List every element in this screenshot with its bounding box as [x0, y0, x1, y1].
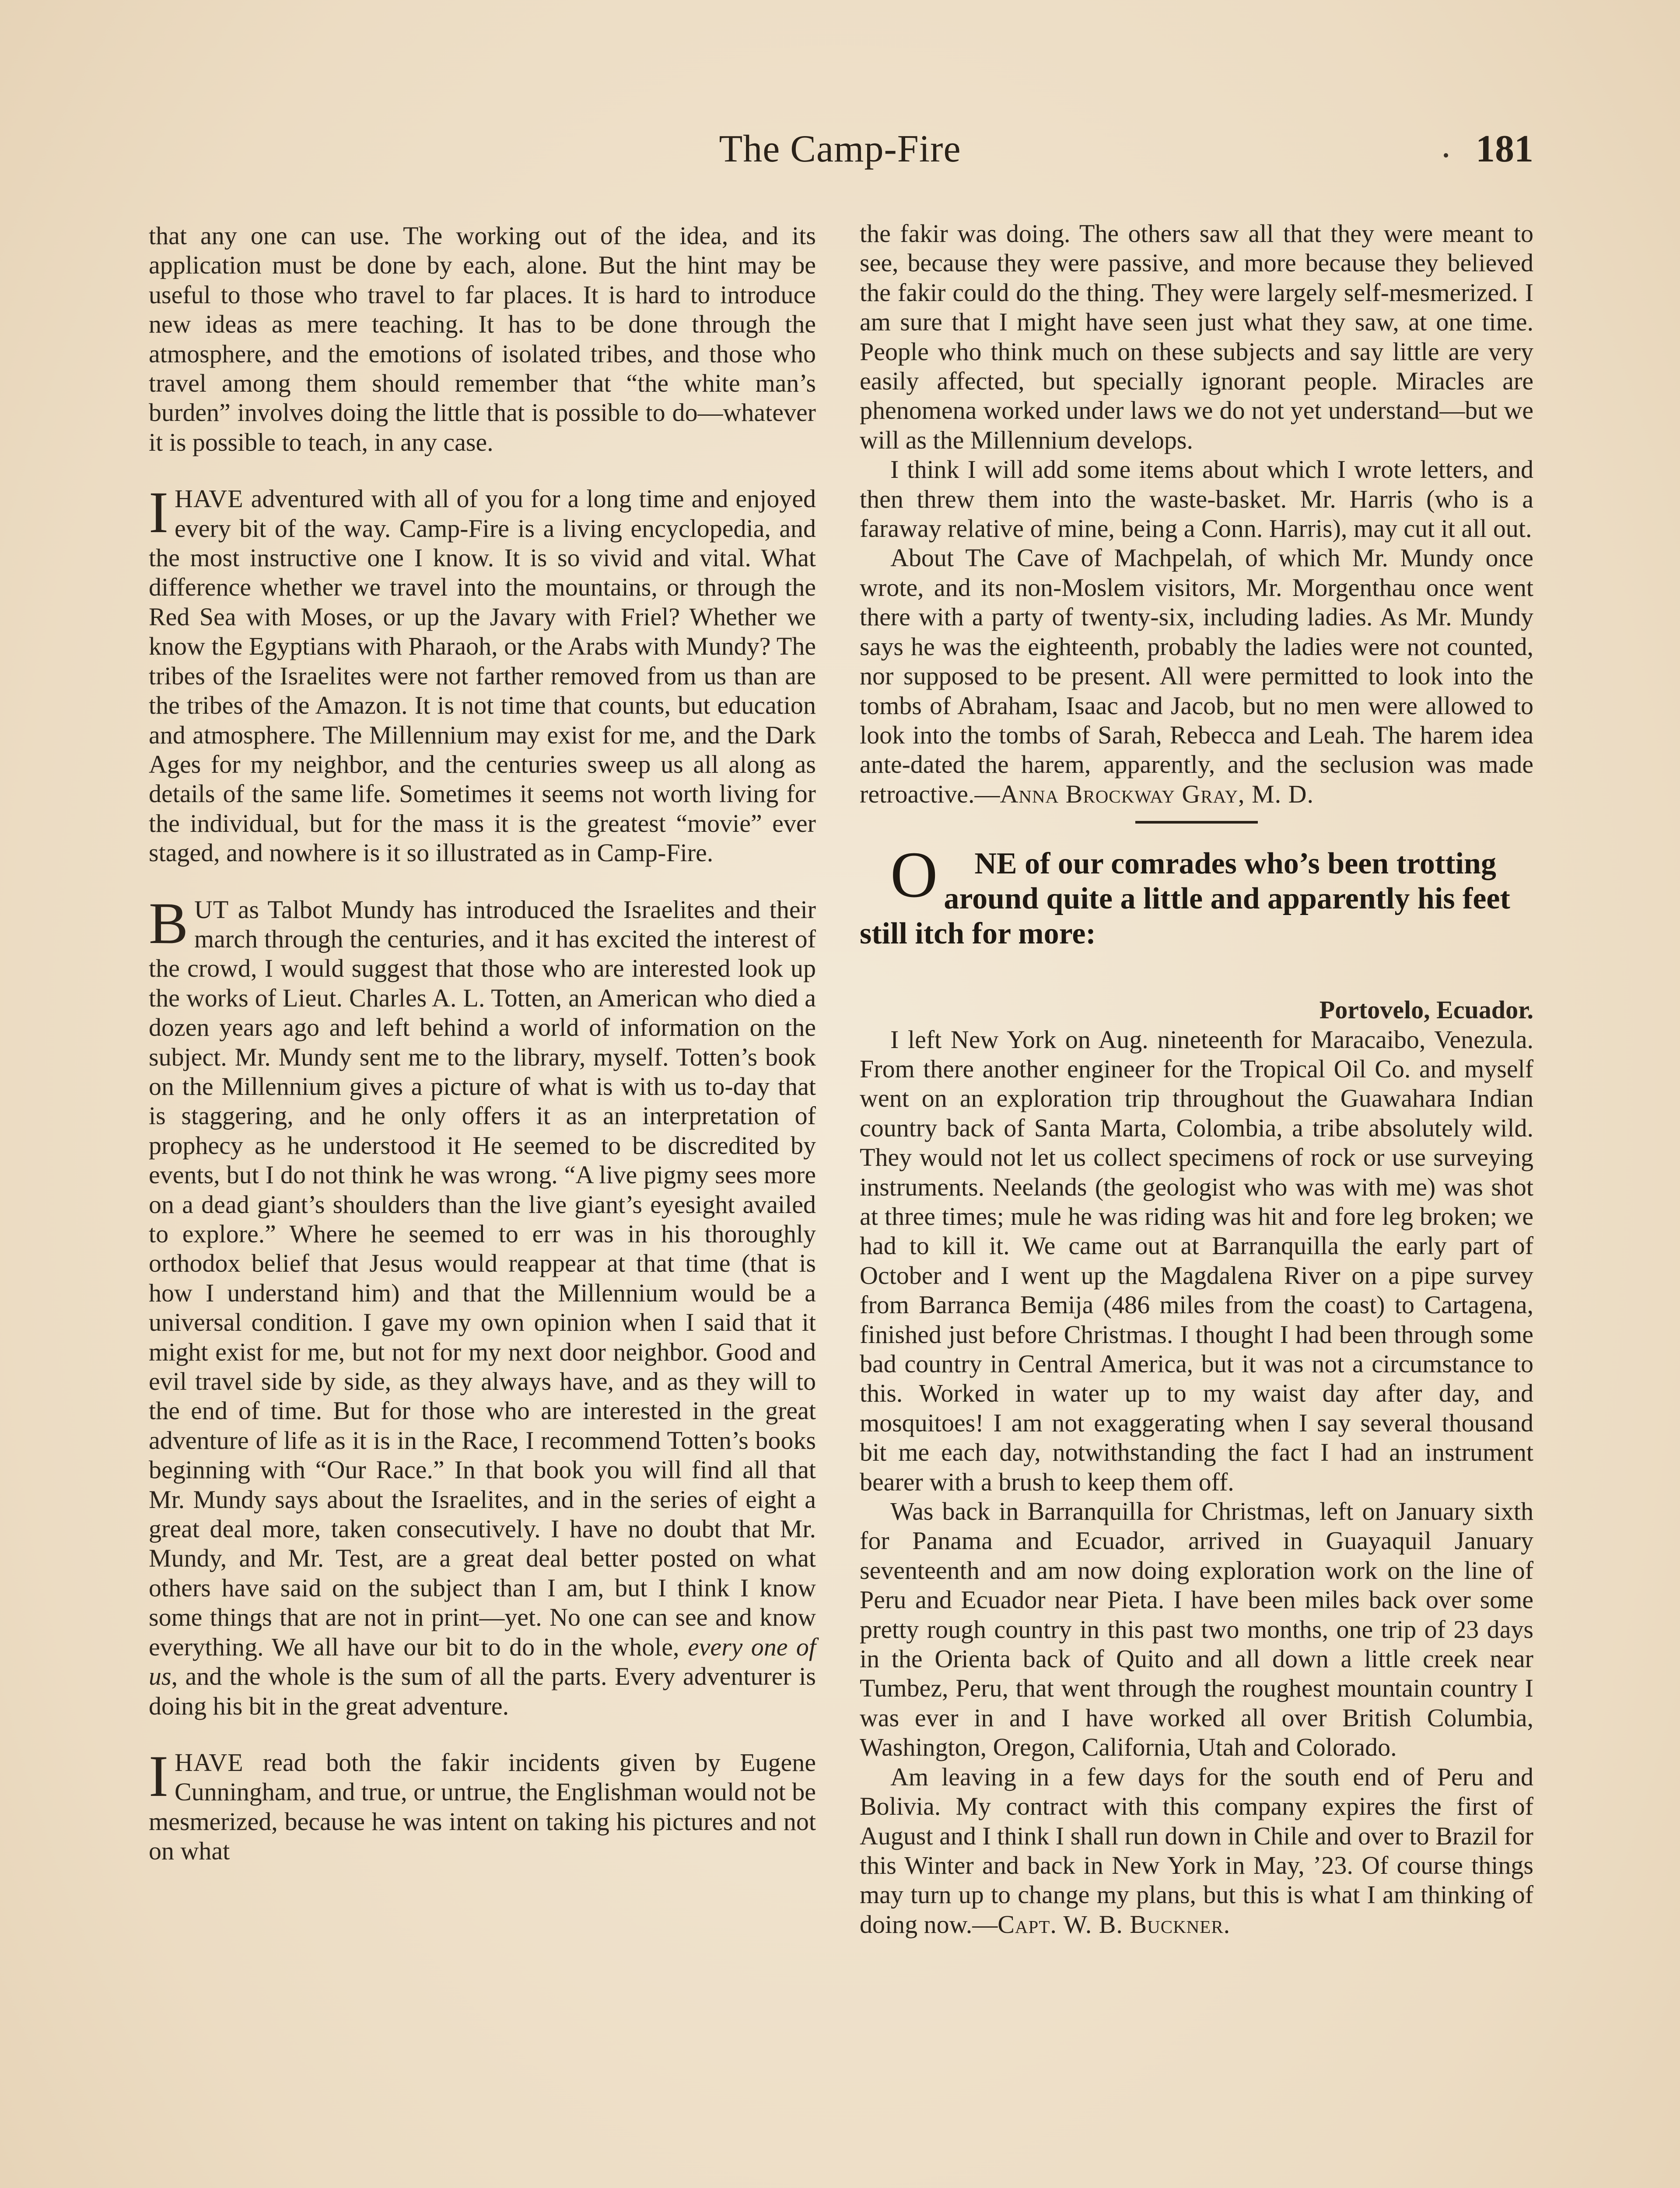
drop-cap-b: B: [149, 891, 189, 956]
letter-paragraph-3: [860, 1762, 1533, 1939]
left-paragraph-4: [149, 1743, 816, 1866]
paragraph-text: Am leaving in a few days for the south end of Peru and Bolivia. My contract with this company expires the first of August and I think I shall run down in Chile and over to Brazil for this Winter and back in New York in May, ’23. Of course things may turn up to change my plans, but this is what I am thinking of doing now.—: [860, 1762, 1533, 1939]
section-divider: [1135, 821, 1258, 824]
right-column: [860, 219, 1533, 1939]
paragraph-text-end: , and the whole is the sum of all the parts. Every adventurer is doing his bit in the great adventure.: [149, 1662, 816, 1720]
left-column: [149, 221, 816, 1866]
italic-phrase: every one of us: [149, 1632, 816, 1691]
paragraph-text: as Talbot Mundy has introduced the Israelites and their march through the centuries, and it has excited the interest of the crowd, I would suggest that those who are interested look up the works of Lieut. Charles A. L. Totten, an American who died a dozen years ago and left behind a world of information on the subject. Mr. Mundy sent me to the library, myself. Totten’s book on the Millennium gives a picture of what is with us to-day that is staggering, and he only offers it as an interpretation of prophecy as he understood it He seemed to be discredited by events, but I do not think he was wrong. “A live pigmy sees more on a dead giant’s shoulders than the live giant’s eyesight availed to explore.” Where he seemed to err was in his thoroughly orthodox belief that Jesus would reappear at that time (that is how I understand him) and that the Millennium would be a universal condition. I gave my own opinion when I said that it might exist for me, but not for my next door neighbor. Good and evil travel side by side, as they always have, and as they will to the end of time. But for those who are interested in the great adventure of life as it is in the Race, I recommend Totten’s books beginning with “Our Race.” In that book you will find all that Mr. Mundy says about the Israelites, and in the series of eight a great deal more, taken consecutively. I have no doubt that Mr. Mundy, and Mr. Test, are a great deal better posted on what others have said on the subject than I am, but I think I know some things that are not in print—yet. No one can see and know everything. We all have our bit to do in the whole,: [149, 895, 816, 1661]
drop-cap-i: I: [149, 480, 168, 546]
lead-word: UT: [194, 895, 229, 924]
signature: Capt. W. B. Buckner.: [998, 1910, 1231, 1939]
drop-cap-i: I: [149, 1743, 168, 1809]
paragraph-text: About The Cave of Machpelah, of which Mr. Mundy once wrote, and its non-Moslem visitors, Mr. Morgenthau once went there with a party of twenty-six, including ladies. As Mr. Mundy says he was the eighteenth, probably the ladies were not counted, nor supposed to be present. All were permitted to look into the tombs of Abraham, Isaac and Jacob, but no men were allowed to look into the tombs of Sarah, Rebecca and Leah. The harem idea ante-dated the harem, apparently, and the seclusion was made retroactive.—: [860, 543, 1533, 808]
page-number: 181: [1476, 128, 1533, 170]
left-paragraph-2: [149, 480, 816, 867]
paragraph-text: adventured with all of you for a long time and enjoyed every bit of the way. Camp-Fire is a living encyclopedia, and the most instructive one I know. It is so vivid and vital. What difference whether we travel into the mountains, or through the Red Sea with Moses, or up the Javary with Friel? Whether we know the Egyptians with Pharaoh, or the Arabs with Mundy? The tribes of the Israelites were not farther removed from us than are the tribes of the Amazon. It is not time that counts, but education and atmosphere. The Millennium may exist for me, and the Dark Ages for my neighbor, and the centuries sweep us all along as details of the same life. Sometimes it seems not worth living for the individual, but for the mass it is the greatest “movie” ever staged, and nowhere is it so illustrated as in Camp-Fire.: [149, 484, 816, 867]
left-paragraph-1: that any one can use. The working out of the idea, and its application must be done by each, alone. But the hint may be useful to those who travel to far places. It is hard to introduce new ideas as mere teaching. It has to be done through the atmosphere, and the emotions of isolated tribes, and those who travel among them should remember that “the white man’s burden” involves doing the little that is possible to do—whatever it is possible to teach, in any case.: [149, 221, 816, 456]
page-header: [0, 127, 1680, 179]
lead-word: HAVE: [174, 484, 244, 513]
right-paragraph-2: I think I will add some items about which I wrote letters, and then threw them into the waste-basket. Mr. Harris (who is a faraway relative of mine, being a Conn. Harris), may cut it all out.: [860, 455, 1533, 543]
header-dot: [1444, 153, 1448, 158]
left-paragraph-3: [149, 891, 816, 1721]
letter-paragraph-2: Was back in Barranquilla for Christmas, left on January sixth for Panama and Ecuador, arrived in Guayaquil January seventeenth and am now doing exploration work on the line of Peru and Ecuador near Pieta. I have been miles back over some pretty rough country in this past two months, one trip of 23 days in the Orienta back of Quito and all down a little creek near Tumbez, Peru, that went through the roughest mountain country I was ever in and I have worked all over British Columbia, Washington, Oregon, California, Utah and Colorado.: [860, 1497, 1533, 1762]
drop-cap-o: O: [890, 838, 938, 912]
signature: Anna Brockway Gray, M. D.: [1000, 779, 1314, 808]
paragraph-text: read both the fakir incidents given by Eugene Cunningham, and true, or untrue, the Englishman would not be mesmerized, because he was intent on taking his pictures and not on what: [149, 1748, 816, 1865]
right-paragraph-3: [860, 543, 1533, 809]
letter-paragraph-1: I left New York on Aug. nineteenth for Maracaibo, Venezula. From there another engineer for the Tropical Oil Co. and myself went on an exploration trip throughout the Guawahara Indian country back of Santa Marta, Colombia, a tribe absolutely wild. They would not let us collect specimens of rock or use surveying instruments. Neelands (the geologist who was with me) was shot at three times; mule he was riding was hit and fore leg broken; we had to kill it. We came out at Barranquilla the early part of October and I went up the Magdalena River on a pipe survey from Barranca Bemija (486 miles from the coast) to Cartagena, finished just before Christmas. I thought I had been through some bad country in Central America, but it was not a circumstance to this. Worked in water up to my waist day after day, and mosquitoes! I am not exaggerating when I say several thousand bit me each day, notwithstanding the fact I had an instrument bearer with a brush to keep them off.: [860, 1025, 1533, 1496]
letter-dateline: Portovelo, Ecuador.: [1319, 996, 1533, 1024]
running-title: The Camp-Fire: [719, 128, 961, 170]
intro-text: NE of our comrades who’s been trotting around quite a little and apparently his feet still itch for more:: [860, 847, 1510, 951]
right-paragraph-1: the fakir was doing. The others saw all that they were meant to see, because they were passive, and more because they believed the fakir could do the thing. They were largely self-mesmerized. I am sure that I might have seen just what they saw, at one time. People who think much on these subjects and say little are very easily affected, but specially ignorant people. Miracles are phenomena worked under laws we do not yet understand—but we will as the Millennium develops.: [860, 219, 1533, 454]
section-intro: [860, 838, 1533, 951]
lead-word: HAVE: [174, 1748, 244, 1777]
